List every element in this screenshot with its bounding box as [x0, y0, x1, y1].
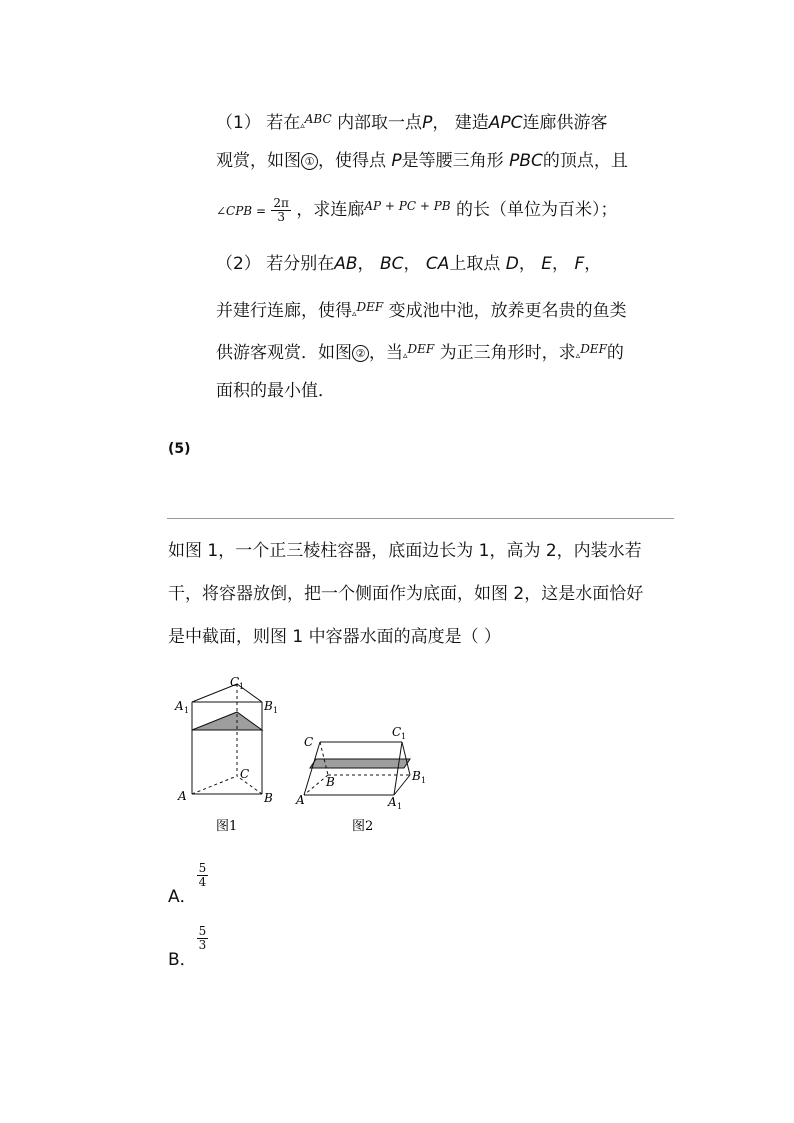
label-b1: B [264, 699, 273, 713]
label-c1-sub: 1 [239, 682, 245, 691]
figure-2-prism [294, 720, 434, 840]
label-c1: C [392, 725, 402, 739]
label-a1: A [388, 795, 397, 809]
question-text-line1: 如图 1，一个正三棱柱容器，底面边长为 1，高为 2，内装水若 [168, 541, 642, 561]
question-number: (5) [168, 441, 191, 457]
fraction-2pi-3: $\frac{2\pi}{3}$ [273, 195, 289, 224]
part2-line1: （2） 若分别在AB， BC， CA上取点 D， E， F， [216, 254, 602, 274]
label-c1-sub: 1 [401, 732, 407, 741]
label-a1: A [175, 699, 184, 713]
figure-1-prism [170, 672, 285, 837]
label-b: B [264, 791, 273, 805]
water-surface-fig1 [192, 712, 262, 730]
label-a: A [178, 789, 187, 803]
label-b1: B [412, 769, 421, 783]
part2-line2: 并建行连廊，使得▵$^{DEF}$ 变成池中池，放养更名贵的鱼类 [216, 300, 627, 321]
part1-line2: 观赏，如图 ① ，使得点 P是等腰三角形 PBC的顶点，且 [216, 151, 628, 171]
label-c: C [304, 735, 314, 749]
label-a1-sub: 1 [184, 706, 190, 715]
part2-line4: 面积的最小值． [216, 381, 335, 401]
water-surface-fig2 [310, 759, 410, 768]
label-c1: C [230, 675, 240, 689]
part1-line3: ∠CPB = $\frac{2\pi}{3}$ ，求连廊$^{AP + PC + PB}$ 的长（单位为百米）； [216, 195, 618, 224]
label-b1-sub: 1 [273, 706, 279, 715]
fig1-caption: 图1 [216, 819, 238, 834]
label-a: A [296, 793, 305, 807]
question-text-line2: 干，将容器放倒，把一个侧面作为底面，如图 2，这是水面恰好 [168, 584, 644, 604]
part2-line3: 供游客观赏．如图 ② ，当▵$^{DEF}$ 为正三角形时，求▵$^{DEF}$的 [216, 342, 624, 363]
label-c: C [240, 767, 250, 781]
label-b1-sub: 1 [421, 776, 427, 785]
label-b: B [326, 775, 335, 789]
part1-line1: （1） 若在▵$^{ABC}$ 内部取一点P， 建造APC连廊供游客 [216, 112, 608, 133]
question-text-line3: 是中截面，则图 1 中容器水面的高度是（ ） [168, 627, 502, 647]
option-b[interactable]: B． $\frac{5}{3}$ [168, 924, 207, 970]
option-a[interactable]: A． $\frac{5}{4}$ [168, 861, 207, 907]
divider-line [167, 518, 674, 519]
label-a1-sub: 1 [397, 802, 403, 811]
fig2-caption: 图2 [352, 819, 374, 834]
